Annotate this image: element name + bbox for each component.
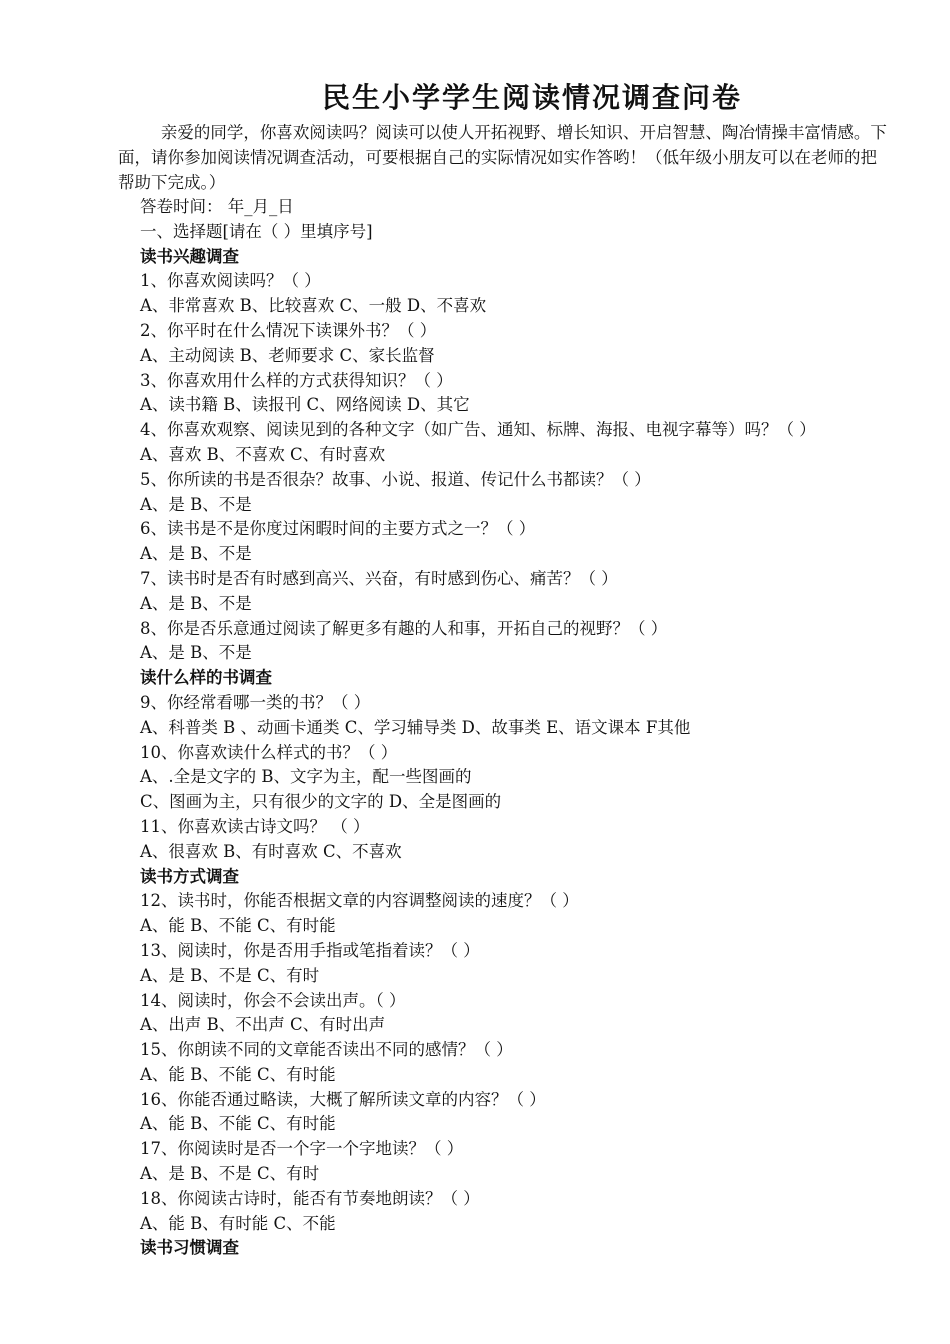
answer-options: A、能 B、有时能 C、不能 (140, 1213, 336, 1233)
answer-options: A、能 B、不能 C、有时能 (140, 916, 336, 936)
question-text: 7、读书时是否有时感到高兴、兴奋，有时感到伤心、痛苦？（ ） (140, 568, 618, 588)
question-text: 6、读书是不是你度过闲暇时间的主要方式之一？（ ） (140, 519, 536, 539)
question-text: 2、你平时在什么情况下读课外书？（ ） (140, 320, 437, 340)
answer-options: A、很喜欢 B、有时喜欢 C、不喜欢 (140, 841, 402, 861)
question-text: 8、你是否乐意通过阅读了解更多有趣的人和事，开拓自己的视野？（ ） (140, 618, 668, 638)
question-text: 16、你能否通过略读，大概了解所读文章的内容？（ ） (140, 1089, 546, 1109)
answer-options: A、能 B、不能 C、有时能 (140, 1114, 336, 1134)
question-text: 3、你喜欢用什么样的方式获得知识？（ ） (140, 370, 453, 390)
question-text: 1、你喜欢阅读吗？（ ） (140, 271, 321, 291)
section-heading: 读书习惯调查 (140, 1238, 239, 1258)
answer-options: A、非常喜欢 B、比较喜欢 C、一般 D、不喜欢 (140, 296, 487, 316)
question-text: 12、读书时，你能否根据文章的内容调整阅读的速度？（ ） (140, 891, 579, 911)
question-text: 18、你阅读古诗时，能否有节奏地朗读？（ ） (140, 1188, 480, 1208)
answer-options: A、喜欢 B、不喜欢 C、有时喜欢 (140, 444, 386, 464)
section-heading: 读什么样的书调查 (140, 668, 272, 688)
intro-paragraph: 亲爱的同学，你喜欢阅读吗？阅读可以使人开拓视野、增长知识、开启智慧、陶冶情操丰富情感。下面，请你参加阅读情况调查活动，可要根据自己的实际情况如实作答哟！（低年级小朋友可以在老师的把帮助下完成。） (118, 123, 887, 192)
answer-options: A、科普类 B 、动画卡通类 C、学习辅导类 D、故事类 E、语文课本 F其他 (140, 717, 691, 737)
answer-options: A、是 B、不是 (140, 544, 252, 564)
date-line: 答卷时间： 年_月_日 (140, 197, 294, 216)
answer-options: A、能 B、不能 C、有时能 (140, 1064, 336, 1084)
answer-options: A、读书籍 B、读报刊 C、网络阅读 D、其它 (140, 395, 470, 415)
section-heading: 读书兴趣调查 (140, 246, 239, 266)
answer-options: A、是 B、不是 C、有时 (140, 965, 320, 985)
question-sections (118, 245, 890, 1262)
question-text: 11、你喜欢读古诗文吗？ （ ） (140, 816, 370, 836)
answer-options: A、是 B、不是 (140, 643, 252, 663)
answer-options: A、是 B、不是 C、有时 (140, 1164, 320, 1184)
question-text: 9、你经常看哪一类的书？（ ） (140, 692, 371, 712)
answer-options: C、图画为主，只有很少的文字的 D、全是图画的 (140, 792, 502, 812)
answer-options: A、是 B、不是 (140, 593, 252, 613)
question-text: 15、你朗读不同的文章能否读出不同的感情？（ ） (140, 1040, 513, 1060)
document-title: 民生小学学生阅读情况调查问卷 (321, 81, 742, 114)
question-text: 5、你所读的书是否很杂？故事、小说、报道、传记什么书都读？（ ） (140, 469, 651, 489)
section-heading: 读书方式调查 (140, 866, 239, 886)
answer-options: A、出声 B、不出声 C、有时出声 (140, 1015, 386, 1035)
answer-options: A、主动阅读 B、老师要求 C、家长监督 (140, 345, 435, 365)
question-text: 14、阅读时，你会不会读出声。（ ） (140, 990, 406, 1010)
question-text: 13、阅读时，你是否用手指或笔指着读？（ ） (140, 940, 480, 960)
question-text: 17、你阅读时是否一个字一个字地读？（ ） (140, 1139, 464, 1159)
answer-options: A、.全是文字的 B、文字为主，配一些图画的 (140, 767, 472, 787)
part-heading: 一、选择题[请在（ ）里填序号] (140, 221, 373, 241)
answer-options: A、是 B、不是 (140, 494, 252, 514)
question-text: 10、你喜欢读什么样式的书？（ ） (140, 742, 398, 762)
question-text: 4、你喜欢观察、阅读见到的各种文字（如广告、通知、标牌、海报、电视字幕等）吗？（ ） (140, 420, 816, 440)
